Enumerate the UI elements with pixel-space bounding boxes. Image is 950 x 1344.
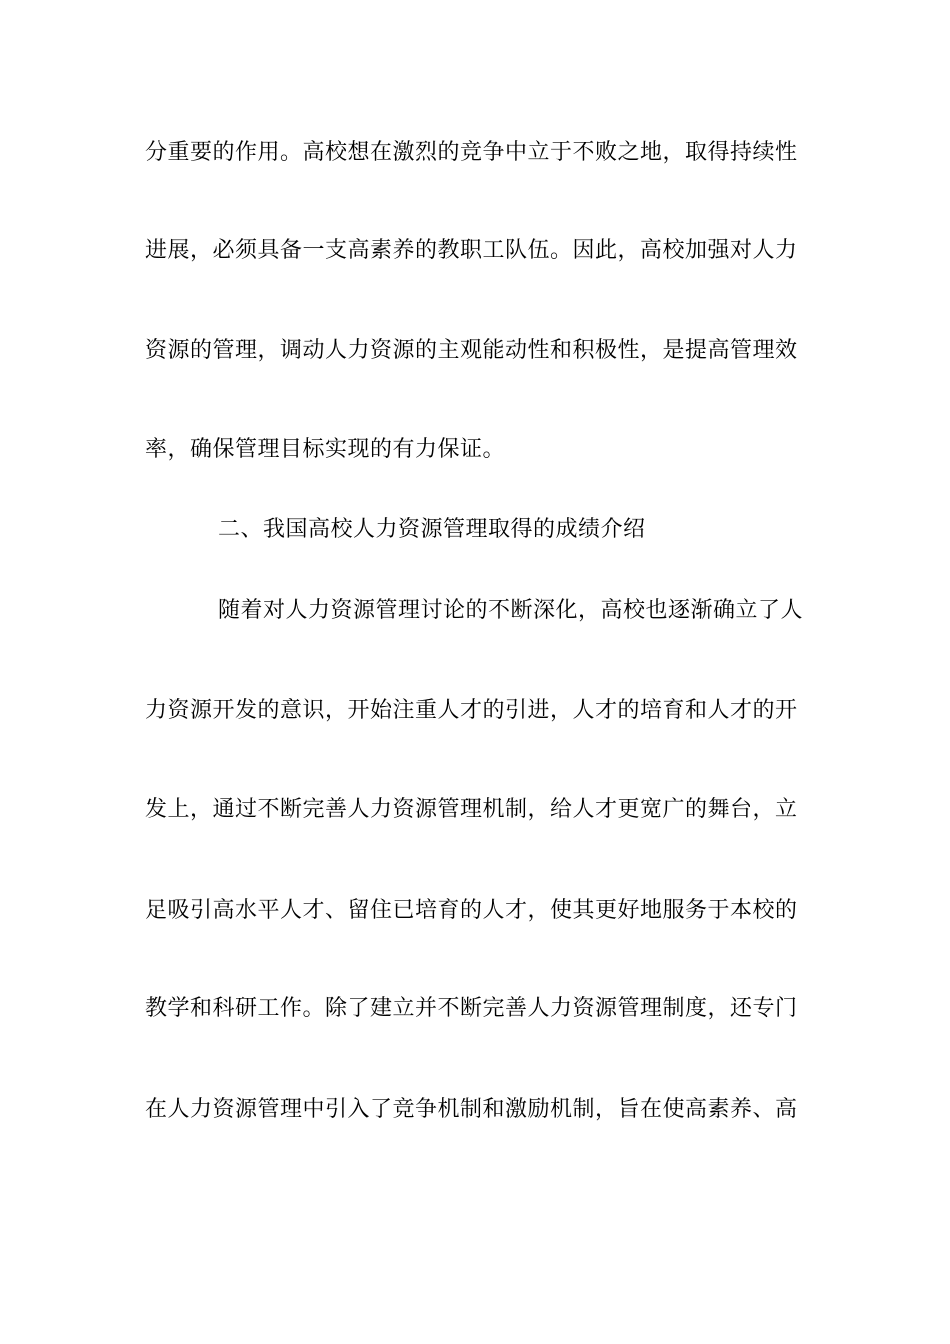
paragraph-2-line-1: 随着对人力资源管理讨论的不断深化，高校也逐渐确立了人 [218,598,804,623]
section-heading: 二、我国高校人力资源管理取得的成绩介绍 [218,517,646,542]
paragraph-1-line-4: 率，确保管理目标实现的有力保证。 [145,437,506,462]
paragraph-1-line-3: 资源的管理，调动人力资源的主观能动性和积极性，是提高管理效 [145,338,798,363]
paragraph-2-line-2: 力资源开发的意识，开始注重人才的引进，人才的培育和人才的开 [145,698,798,723]
paragraph-1-line-1: 分重要的作用。高校想在激烈的竞争中立于不败之地，取得持续性 [145,140,798,165]
paragraph-2-line-6: 在人力资源管理中引入了竞争机制和激励机制，旨在使高素养、高 [145,1097,798,1122]
paragraph-2-line-5: 教学和科研工作。除了建立并不断完善人力资源管理制度，还专门 [145,996,798,1021]
paragraph-2-line-4: 足吸引高水平人才、留住已培育的人才，使其更好地服务于本校的 [145,898,798,923]
paragraph-2-line-3: 发上，通过不断完善人力资源管理机制，给人才更宽广的舞台，立 [145,797,798,822]
paragraph-1-line-2: 进展，必须具备一支高素养的教职工队伍。因此，高校加强对人力 [145,238,798,263]
